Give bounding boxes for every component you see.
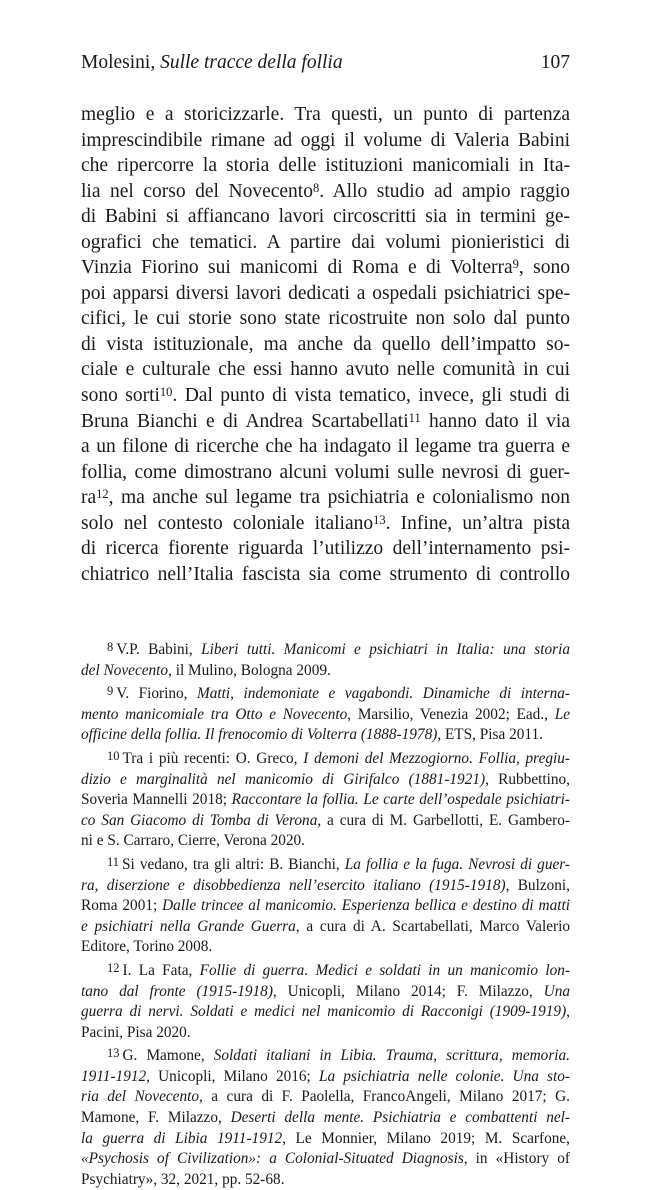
text-fragment: hanno dato il via [420, 410, 570, 432]
footnote-line [81, 831, 570, 852]
footnote-13 [81, 1043, 570, 1067]
running-head-title [81, 50, 343, 76]
note-title: co San Giacomo di Tomba di Verona [81, 811, 318, 829]
footnote-ref-8[interactable]: 8 [312, 180, 320, 195]
footnote-8 [81, 637, 570, 661]
footnote-ref-10[interactable]: 10 [159, 385, 173, 400]
note-title: Follie di guerra. Medici e soldati in un manicomio lon- [199, 961, 570, 979]
footnote-line [81, 770, 570, 791]
note-text: , Unicopli, Milano 2016; [146, 1067, 319, 1085]
note-text: , a cura di M. Garbellotti, E. Gambero- [317, 811, 570, 829]
note-text: Soveria Mannelli 2018; [81, 791, 232, 809]
text-line [81, 485, 570, 511]
text-fragment: ra [81, 487, 97, 509]
note-title: Dalle trincee al manicomio. Esperienza bellica e destino di matti [162, 897, 570, 915]
text-line: follia, come dimostrano alcuni volumi sulle nevrosi di guer- [81, 461, 570, 483]
note-text: , Rubbettino, [485, 770, 570, 788]
note-text: Psychiatry», 32, 2021, pp. 52-68. [81, 1170, 285, 1188]
text-line: di vista istituzionale, ma anche da quello dell’impatto so- [81, 333, 570, 355]
note-title: del Novecento [81, 661, 169, 679]
footnote-line [81, 1067, 570, 1088]
note-title: officine della follia. Il frenocomio di Volterra (1888-1978) [81, 726, 438, 744]
note-title: tano dal fronte (1915-1918) [81, 982, 273, 1000]
footnotes [81, 637, 570, 1190]
footnote-line [81, 982, 570, 1003]
note-title: ria del Novecento [81, 1088, 200, 1106]
note-text: , Bulzoni, [505, 876, 570, 894]
footnote-line [81, 1023, 570, 1044]
footnote-line [81, 1149, 570, 1170]
note-title: mento manicomiale tra Otto e Novecento [81, 705, 348, 723]
text-line [81, 255, 570, 281]
footnote-line [81, 661, 570, 682]
book-page [81, 50, 571, 1188]
note-text: , Marsilio, Venezia 2002; Ead., [347, 705, 555, 723]
note-title: la guerra di Libia 1911-1912 [81, 1129, 283, 1147]
note-title: dizio e marginalità nel manicomio di Girifalco (1881-1921) [81, 770, 486, 788]
footnote-line [81, 1087, 570, 1108]
footnote-line [81, 937, 570, 958]
note-text: ni e S. Carraro, Cierre, Verona 2020. [81, 832, 306, 850]
text-fragment: . Allo studio ad ampio raggio [319, 180, 571, 202]
text-fragment: , ma anche sul legame tra psichiatria e colonialismo non [108, 487, 570, 509]
footnote-number: 8 [107, 640, 114, 654]
footnote-number: 11 [107, 854, 120, 869]
note-title: Matti, indemoniate e vagabondi. Dinamiche di interna- [197, 685, 570, 703]
footnote-line [81, 725, 570, 746]
note-text: G. Mamone, [122, 1047, 214, 1065]
footnote-11 [81, 852, 570, 876]
note-text: , in «History of [463, 1150, 570, 1168]
note-text: V. Fiorino, [116, 685, 197, 703]
text-fragment: , sono [518, 257, 570, 279]
footnote-10 [81, 746, 570, 770]
text-line: di ricerca fiorente riguarda l’utilizzo dell’internamento psi- [81, 538, 570, 560]
text-line [81, 179, 570, 205]
text-line [81, 511, 570, 537]
note-title: Soldati italiani in Libia. Trauma, scrittura, memoria. [213, 1047, 570, 1065]
note-text: Si vedano, tra gli altri: B. Bianchi, [122, 855, 345, 873]
footnote-number: 12 [107, 960, 120, 975]
text-line: che ripercorre la storia delle istituzioni manicomiali in Ita- [81, 155, 570, 177]
note-text: , a cura di A. Scartabellati, Marco Valerio [295, 917, 570, 935]
running-head [81, 50, 570, 76]
note-title: «Psychosis of Civilization»: a Colonial-Situated Diagnosis [81, 1150, 464, 1168]
note-title: 1911-1912 [81, 1067, 147, 1085]
note-text: Roma 2001; [81, 897, 163, 915]
footnote-number: 9 [107, 684, 114, 699]
footnote-number: 10 [107, 748, 120, 763]
text-line: poi apparsi diversi lavori dedicati a ospedali psichiatrici spe- [81, 282, 570, 304]
footnote-line [81, 1170, 570, 1190]
footnote-9 [81, 681, 570, 705]
footnote-line [81, 1108, 570, 1129]
text-fragment: sono sorti [81, 385, 160, 407]
note-text: Tra i più recenti: O. Greco, [122, 749, 304, 767]
footnote-ref-13[interactable]: 13 [373, 512, 386, 527]
note-text: , Unicopli, Milano 2014; F. Milazzo, [272, 982, 544, 1000]
text-fragment: lia nel corso del Novecento [81, 180, 313, 202]
note-title: Le [554, 705, 570, 723]
note-title: La follia e la fuga. Nevrosi di guer- [344, 855, 570, 873]
note-title: ra, diserzione e disobbedienza nell’esercito italiano (1915-1918) [81, 876, 506, 894]
note-title: Raccontare la follia. Le carte dell’ospedale psichiatri- [231, 791, 570, 809]
footnote-12 [81, 958, 570, 982]
footnote-ref-11[interactable]: 11 [408, 410, 421, 425]
text-line: a un filone di ricerche che ha indagato il legame tra guerra e [81, 436, 570, 458]
note-title: La psichiatria nelle colonie. Una sto- [318, 1067, 570, 1085]
note-text: Mamone, F. Milazzo, [81, 1109, 231, 1127]
author-name: Molesini, [81, 52, 156, 73]
note-text: , [566, 1003, 570, 1021]
main-text [81, 102, 570, 587]
footnote-line [81, 896, 570, 917]
text-line: di Babini si affiancano lavori circoscritti sia in termini ge- [81, 206, 570, 228]
text-line: ografici che tematici. A partire dai volumi pionieristici di [81, 231, 570, 253]
text-line: meglio e a storicizzarle. Tra questi, un punto di partenza [81, 104, 570, 125]
note-text: I. La Fata, [122, 961, 200, 979]
text-fragment: Bruna Bianchi e di Andrea Scartabellati [81, 410, 409, 432]
text-line [81, 383, 570, 409]
footnote-number: 13 [107, 1046, 120, 1061]
text-line: imprescindibile rimane ad oggi il volume di Valeria Babini [81, 129, 570, 151]
note-text: , Le Monnier, Milano 2019; M. Scarfone, [282, 1129, 571, 1147]
footnote-line [81, 917, 570, 938]
text-fragment: Vinzia Fiorino sui manicomi di Roma e di Volterra [81, 257, 513, 279]
note-title: Liberi tutti. Manicomi e psichiatri in Italia: una storia [201, 641, 571, 658]
note-title: I demoni del Mezzogiorno. Follia, pregiu- [303, 749, 570, 767]
note-text: Editore, Torino 2008. [81, 938, 213, 956]
footnote-line [81, 705, 570, 726]
note-text: , il Mulino, Bologna 2009. [168, 661, 331, 679]
note-text: Pacini, Pisa 2020. [81, 1023, 191, 1041]
page-number: 107 [540, 52, 570, 73]
note-title: Una [543, 982, 570, 1000]
text-line: cifici, le cui storie sono state ricostruite non solo dal punto [81, 308, 570, 330]
text-fragment: solo nel contesto coloniale italiano [81, 512, 374, 534]
footnote-ref-12[interactable]: 12 [96, 487, 109, 502]
text-line: ciale e culturale che essi hanno avuto nelle comunità in cui [81, 359, 570, 381]
book-title: Sulle tracce della follia [160, 52, 343, 73]
note-title: e psichiatri nella Grande Guerra [81, 917, 296, 935]
note-title: Deserti della mente. Psichiatria e combattenti nel- [230, 1109, 570, 1127]
text-line: chiatrico nell’Italia fascista sia come strumento di controllo [81, 563, 570, 585]
footnote-ref-9[interactable]: 9 [512, 257, 519, 272]
note-text: , ETS, Pisa 2011. [437, 726, 543, 744]
text-fragment: . Infine, un’altra pista [385, 512, 570, 534]
footnote-line [81, 876, 570, 897]
note-title: guerra di nervi. Soldati e medici nel manicomio di Racconigi (1909-1919) [81, 1003, 567, 1021]
footnote-line [81, 1002, 570, 1023]
text-line [81, 409, 570, 435]
footnote-line [81, 790, 570, 811]
text-fragment: . Dal punto di vista tematico, invece, gli studi di [172, 385, 570, 407]
note-text: V.P. Babini, [116, 641, 202, 658]
footnote-line [81, 811, 570, 832]
footnote-line [81, 1129, 570, 1150]
note-text: , a cura di F. Paolella, FrancoAngeli, Milano 2017; G. [199, 1088, 570, 1106]
